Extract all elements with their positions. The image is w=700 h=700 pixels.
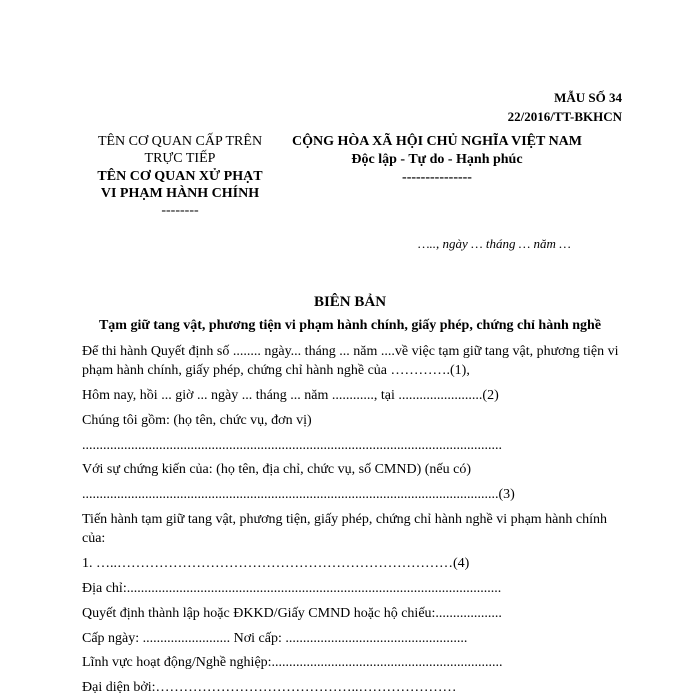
country-name: CỘNG HÒA XÃ HỘI CHỦ NGHĨA VIỆT NAM xyxy=(291,134,582,149)
body-line-seizure-cont: của: xyxy=(82,531,106,546)
body-line-witness-fill: .......................................................................................................................(3) xyxy=(82,487,515,502)
body-line-decision-cont: phạm hành chính, giấy phép, chứng chỉ hành nghề của ………….(1), xyxy=(82,363,470,378)
national-header xyxy=(282,133,592,186)
document-subtitle: Tạm giữ tang vật, phương tiện vi phạm hành chính, giấy phép, chứng chỉ hành nghề xyxy=(98,318,602,333)
body-line-item-1: 1. …..………………………………………………………………(4) xyxy=(82,556,470,571)
sanctioning-agency-line2: VI PHẠM HÀNH CHÍNH xyxy=(100,186,260,201)
body-line-members: Chúng tôi gồm: (họ tên, chức vụ, đơn vị) xyxy=(82,413,312,428)
date-line: ….., ngày … tháng … năm … xyxy=(418,236,571,251)
circular-reference: 22/2016/TT-BKHCN xyxy=(507,109,622,124)
document-title: BIÊN BẢN xyxy=(313,294,387,310)
body-line-seizure: Tiến hành tạm giữ tang vật, phương tiện, giấy phép, chứng chỉ hành nghề vi phạm hành chính xyxy=(82,512,607,527)
body-line-decision: Để thi hành Quyết định số ........ ngày... tháng ... năm ....về việc tạm giữ tang vật, phương tiện vi xyxy=(82,344,619,359)
agency-divider: -------- xyxy=(161,203,199,218)
superior-agency-line1: TÊN CƠ QUAN CẤP TRÊN xyxy=(97,134,263,149)
body-line-witness: Với sự chứng kiến của: (họ tên, địa chỉ, chức vụ, số CMND) (nếu có) xyxy=(82,462,472,477)
body-line-occupation: Lĩnh vực hoạt động/Nghề nghiệp:.................................................................. xyxy=(82,655,503,670)
body-line-issue-date: Cấp ngày: ......................... Nơi cấp: .................................................... xyxy=(82,631,468,646)
national-motto: Độc lập - Tự do - Hạnh phúc xyxy=(351,152,523,167)
form-number: MẪU SỐ 34 xyxy=(554,90,622,105)
body-line-representative: Đại diện bởi:……………………………………..………………… xyxy=(82,680,457,695)
body-line-date-place: Hôm nay, hồi ... giờ ... ngày ... tháng ... năm ............, tại ........................(2) xyxy=(82,388,499,403)
body-line-address: Địa chỉ:........................................................................................................... xyxy=(82,581,502,596)
sanctioning-agency-line1: TÊN CƠ QUAN XỬ PHẠT xyxy=(97,169,263,184)
body-line-members-fill: ........................................................................................................................ xyxy=(82,438,502,453)
body-line-establishment: Quyết định thành lập hoặc ĐKKD/Giấy CMND hoặc hộ chiếu:................... xyxy=(82,606,502,621)
agency-header xyxy=(80,133,280,219)
superior-agency-line2: TRỰC TIẾP xyxy=(144,151,216,166)
national-divider: --------------- xyxy=(402,170,472,185)
